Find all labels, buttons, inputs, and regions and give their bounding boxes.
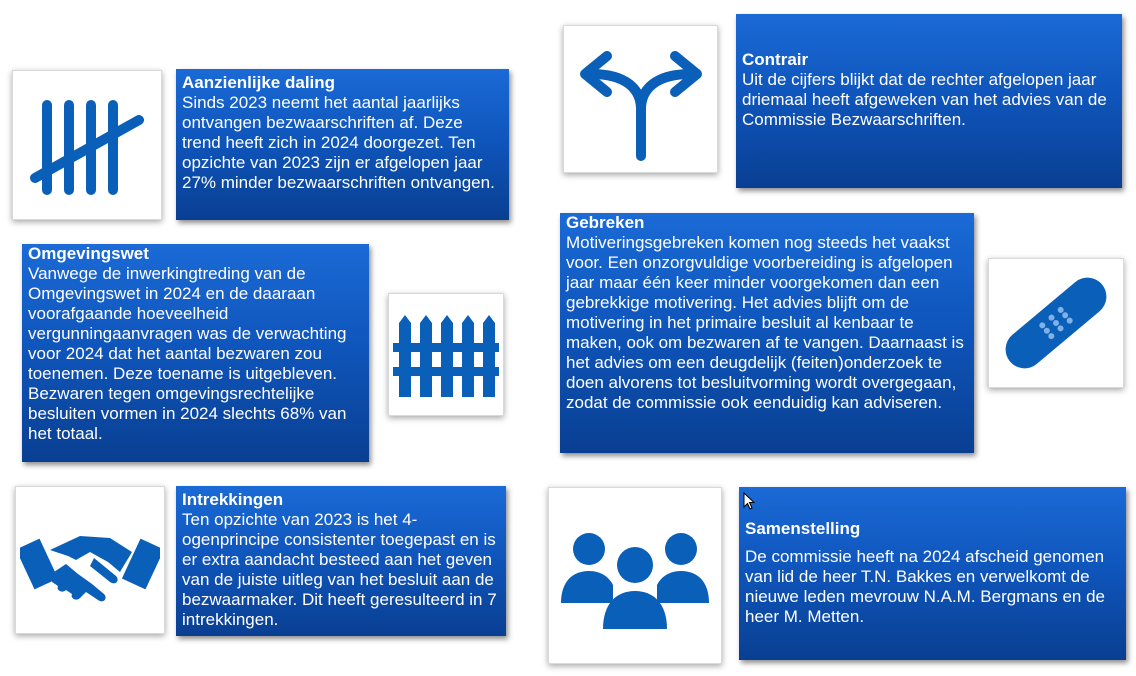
- split-arrow-icon-box: [563, 25, 718, 173]
- bandage-icon-box: [988, 258, 1124, 388]
- card-body: Sinds 2023 neemt het aantal jaarlijks ontvangen bezwaarschriften af. Deze trend heeft zich in 2024 doorgezet. Ten opzichte van 2023 zijn er afgelopen jaar 27% minder bezwaarschriften ontvangen.: [182, 93, 495, 192]
- fence-icon-box: [388, 293, 504, 416]
- card-omgevingswet: [22, 244, 369, 462]
- card-samenstelling: [739, 487, 1126, 660]
- split-arrow-icon: [571, 34, 711, 164]
- card-contrair: [736, 14, 1122, 188]
- card-title: Gebreken: [566, 213, 645, 232]
- handshake-icon-box: [15, 486, 165, 634]
- card-body: Motiveringsgebreken komen nog steeds het vaakst voor. Een onzorgvuldige voorbereiding is afgelopen jaar maar één keer minder voorgekomen dan een gebrekkige motivering. Het advies blijft om de motivering in het primaire besluit al kenbaar te maken, ook om bezwaren af te vangen. Daarnaast is het advies om een deugdelijk (feiten)onderzoek te doen alvorens tot besluitvorming wordt overgegaan, zodat de commissie ook eenduidig kan adviseren.: [566, 233, 964, 412]
- card-body: Uit de cijfers blijkt dat de rechter afgelopen jaar driemaal heeft afgeweken van het advies van de Commissie Bezwaarschriften.: [742, 70, 1107, 129]
- tally-marks-icon: [27, 90, 147, 200]
- card-body: Ten opzichte van 2023 is het 4-ogenprincipe consistenter toegepast en is er extra aandacht besteed aan het geven van de juiste uitleg van het besluit aan de bezwaarmaker. Dit heeft geresulteerd in 7 intrekkingen.: [182, 510, 497, 629]
- card-title: Samenstelling: [745, 519, 861, 538]
- card-title: Aanzienlijke daling: [182, 73, 336, 92]
- group-icon: [555, 521, 715, 631]
- bandage-icon: [994, 264, 1118, 382]
- card-aanzienlijke-daling: [176, 69, 509, 220]
- tally-icon-box: [12, 70, 162, 220]
- mouse-cursor-icon: [743, 492, 755, 510]
- card-title: Omgevingswet: [28, 244, 149, 263]
- card-body: Vanwege de inwerkingtreding van de Omgevingswet in 2024 en de daaraan voorafgaande hoeveelheid vergunningaanvragen was de verwachting voor 2024 dat het aantal bezwaren zou toenemen. Deze toename is uitgebleven. Bezwaren tegen omgevingsrechtelijke besluiten vormen in 2024 slechts 68% van het totaal.: [28, 264, 347, 443]
- group-icon-box: [548, 487, 722, 664]
- fence-icon: [391, 305, 501, 405]
- card-intrekkingen: [176, 486, 506, 636]
- card-gebreken: [560, 213, 974, 453]
- handshake-icon: [20, 500, 160, 620]
- card-title: Intrekkingen: [182, 490, 284, 509]
- card-title: Contrair: [742, 50, 809, 69]
- card-body: De commissie heeft na 2024 afscheid genomen van lid de heer T.N. Bakkes en verwelkomt de nieuwe leden mevrouw N.A.M. Bergmans en de heer M. Metten.: [745, 547, 1106, 626]
